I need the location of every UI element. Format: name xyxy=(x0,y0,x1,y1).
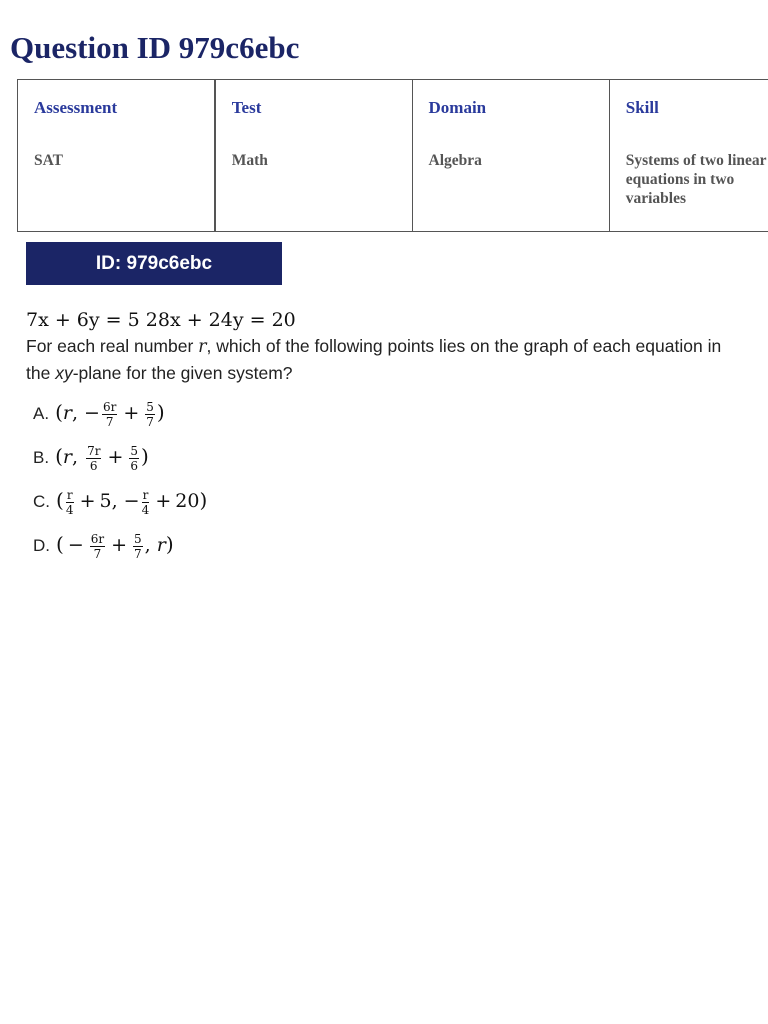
open-paren: ( xyxy=(56,532,64,557)
choice-letter: A. xyxy=(33,404,50,423)
meta-value-test: Math xyxy=(231,152,268,169)
choice-expression xyxy=(56,488,207,516)
fraction-denominator: 4 xyxy=(141,502,150,517)
equation-2: 28x + 24y = 20 xyxy=(145,309,296,331)
choice-expression xyxy=(55,444,149,472)
math-token: , xyxy=(71,446,85,469)
meta-value-skill: Systems of two linear equations in two variables xyxy=(625,152,767,207)
math-token: + xyxy=(123,402,140,425)
fraction-numerator: 5 xyxy=(134,531,142,546)
math-token: 20 xyxy=(175,490,200,513)
fraction xyxy=(142,489,150,516)
fraction-numerator: 7r xyxy=(87,443,101,458)
meta-cell-domain xyxy=(412,80,609,232)
answer-choice[interactable] xyxy=(33,392,207,436)
fraction xyxy=(90,533,105,560)
fraction-numerator: 6r xyxy=(90,531,105,546)
fraction-numerator: r xyxy=(142,487,149,502)
fraction xyxy=(66,489,74,516)
fraction-numerator: 5 xyxy=(146,399,154,414)
close-paren: ) xyxy=(199,488,208,513)
math-token: + xyxy=(111,534,128,557)
answer-choices xyxy=(33,392,207,568)
math-token: − xyxy=(67,534,84,557)
answer-choice[interactable] xyxy=(33,524,207,568)
question-variable-xy: xy xyxy=(55,363,73,383)
meta-cell-assessment xyxy=(18,80,215,232)
question-id-banner: ID: 979c6ebc xyxy=(26,242,282,285)
meta-cell-test xyxy=(215,80,412,232)
math-token: , − xyxy=(71,402,100,425)
choice-letter: B. xyxy=(33,448,50,467)
close-paren: ) xyxy=(156,400,165,425)
math-token: r xyxy=(156,534,166,557)
open-paren: ( xyxy=(55,400,63,425)
fraction xyxy=(145,401,155,428)
math-token: 5, − xyxy=(99,490,140,513)
question-text-part: , which of the following points lies on the graph of each equation in the xyxy=(26,336,722,383)
page-title: Question ID 979c6ebc xyxy=(10,30,300,65)
choice-letter: C. xyxy=(33,492,50,511)
fraction xyxy=(86,445,101,472)
choice-letter: D. xyxy=(33,536,50,555)
meta-cell-skill xyxy=(609,80,768,232)
fraction-denominator: 7 xyxy=(105,414,114,429)
equation-1: 7x + 6y = 5 xyxy=(26,309,140,331)
close-paren: ) xyxy=(165,532,174,557)
question-text-part: -plane for the given system? xyxy=(72,363,293,383)
meta-header-test: Test xyxy=(231,98,262,117)
meta-value-assessment: SAT xyxy=(34,152,64,169)
answer-choice[interactable] xyxy=(33,436,207,480)
math-token: + xyxy=(155,490,172,513)
open-paren: ( xyxy=(55,444,63,469)
question-text xyxy=(26,333,741,386)
math-token: r xyxy=(62,402,72,425)
fraction-denominator: 7 xyxy=(93,546,102,561)
choice-expression xyxy=(55,400,165,428)
meta-value-domain: Algebra xyxy=(428,152,482,169)
choice-expression xyxy=(56,532,174,560)
fraction-denominator: 7 xyxy=(134,546,142,561)
meta-header-skill: Skill xyxy=(625,98,659,117)
math-token: + xyxy=(107,446,124,469)
fraction xyxy=(133,533,143,560)
fraction xyxy=(129,445,139,472)
fraction-numerator: 6r xyxy=(102,399,117,414)
fraction-denominator: 6 xyxy=(89,458,98,473)
question-variable-r: r xyxy=(198,337,207,357)
fraction-denominator: 4 xyxy=(65,502,74,517)
math-token: + xyxy=(79,490,96,513)
question-text-part: For each real number xyxy=(26,336,199,356)
meta-header-domain: Domain xyxy=(428,98,487,117)
close-paren: ) xyxy=(141,444,149,469)
math-token: , xyxy=(144,534,157,557)
open-paren: ( xyxy=(56,488,64,513)
fraction-numerator: r xyxy=(66,487,73,502)
meta-header-assessment: Assessment xyxy=(34,98,118,117)
fraction-denominator: 7 xyxy=(146,414,154,429)
fraction xyxy=(102,401,117,428)
fraction-denominator: 6 xyxy=(130,458,138,473)
fraction-numerator: 5 xyxy=(130,443,138,458)
equation-system xyxy=(26,307,296,333)
question-metadata-table xyxy=(17,79,768,232)
math-token: r xyxy=(62,446,72,469)
answer-choice[interactable] xyxy=(33,480,207,524)
